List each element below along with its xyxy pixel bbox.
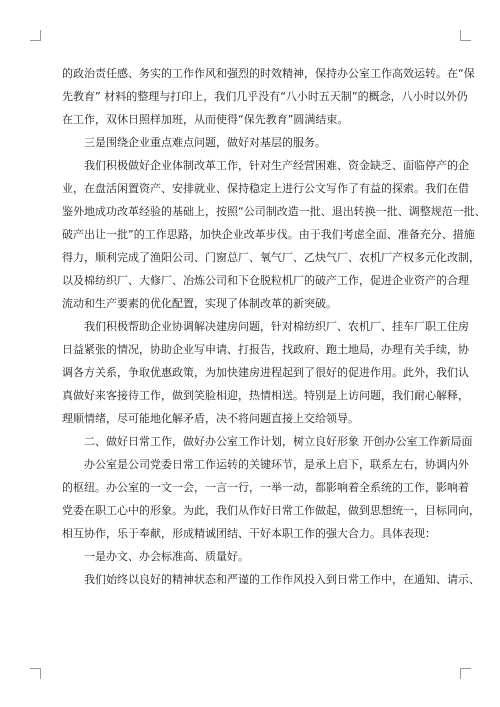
text-line: 的政治责任感、务实的工作作风和强烈的时效精神，保持办公室工作高效运转。在“保 [62,67,475,80]
text-line: 流动和生产要素的优化配置，实现了体制改革的新突破。 [62,297,337,310]
paragraph-housing [62,315,469,430]
text-line: 鉴外地成功改革经验的基础上，按照“公司制改造一批、退出转换一批、调整规范一批、 [62,205,486,218]
text-line: 的枢纽。办公室的一文一会，一言一行，一举一动，都影响着全系统的工作，影响着 [62,481,469,494]
text-line: 日益紧张的情况，协助企业写申请、打报告，找政府、跑土地局，办理有关手续，协 [62,343,469,356]
text-line: 三是围绕企业重点难点问题，做好对基层的服务。 [84,136,326,149]
text-line: 业，在盘活闲置资产、安排就业、保持稳定上进行公文写作了有益的探索。我们在借 [62,182,469,195]
text-line: 真做好来客接待工作，做到笑脸相迎，热情相送。特别是上访问题，我们耐心解释， [62,389,469,402]
paragraph-office-role [62,453,480,545]
text-line: 二、做好日常工作，做好办公室工作计划，树立良好形象 开创办公室工作新局面 [84,435,473,448]
text-line: 得力，顺利完成了渔阳公司、门窗总厂、氧气厂、乙炔气厂、农机厂产权多元化改制， [62,251,480,264]
text-line: 破产出让一批”的工作思路，加快企业改革步伐。由于我们考虑全面、准备充分、措施 [62,228,475,241]
text-line: 先教育” 材料的整理与打印上，我们几乎没有“八小时五天制”的概念，八小时以外仍 [62,90,468,103]
text-line: 调各方关系，争取优惠政策，为加快建房进程起到了很好的促进作用。此外，我们认 [62,366,469,379]
text-line: 党委在职工心中的形象。为此，我们从作好日常工作做起，做到思想统一，目标同向， [62,504,480,517]
crop-mark-top-left [30,30,41,41]
text-line: 在工作，双休日照样加班，从而使得“保先教育”圆满结束。 [62,113,349,126]
crop-mark-bottom-left [30,668,41,679]
crop-mark-top-right [460,30,471,41]
paragraph-responsibility [62,62,475,131]
text-line: 我们始终以良好的精神状态和严谨的工作作风投入到日常工作中，在通知、请示、 [84,573,480,586]
paragraph-heading-service [62,131,444,154]
document-body [62,62,486,591]
text-line: 办公室是公司党委日常工作运转的关键环节，是承上启下，联系左右，协调内外 [84,458,469,471]
text-line: 以及棉纺织厂、大修厂、冶炼公司和下仓脱粒机厂的破产工作，促进企业资产的合理 [62,274,469,287]
paragraph-work-attitude [62,568,480,591]
text-line: 一是办文、办会标准高、质量好。 [84,550,249,563]
text-line: 我们积极做好企业体制改革工作，针对生产经营困难、资金缺乏、面临停产的企 [84,159,469,172]
crop-mark-bottom-right [460,668,471,679]
paragraph-heading-quality [62,545,444,568]
text-line: 理顺情绪，尽可能地化解矛盾，决不将问题直接上交给领导。 [62,412,359,425]
paragraph-reform [62,154,486,315]
text-line: 相互协作，乐于奉献，形成精诚团结、干好本职工作的强大合力。具体表现： [62,527,436,540]
text-line: 我们积极帮助企业协调解决建房问题，针对棉纺织厂、农机厂、挂车厂职工住房 [84,320,469,333]
paragraph-heading-daily-work [62,430,473,453]
